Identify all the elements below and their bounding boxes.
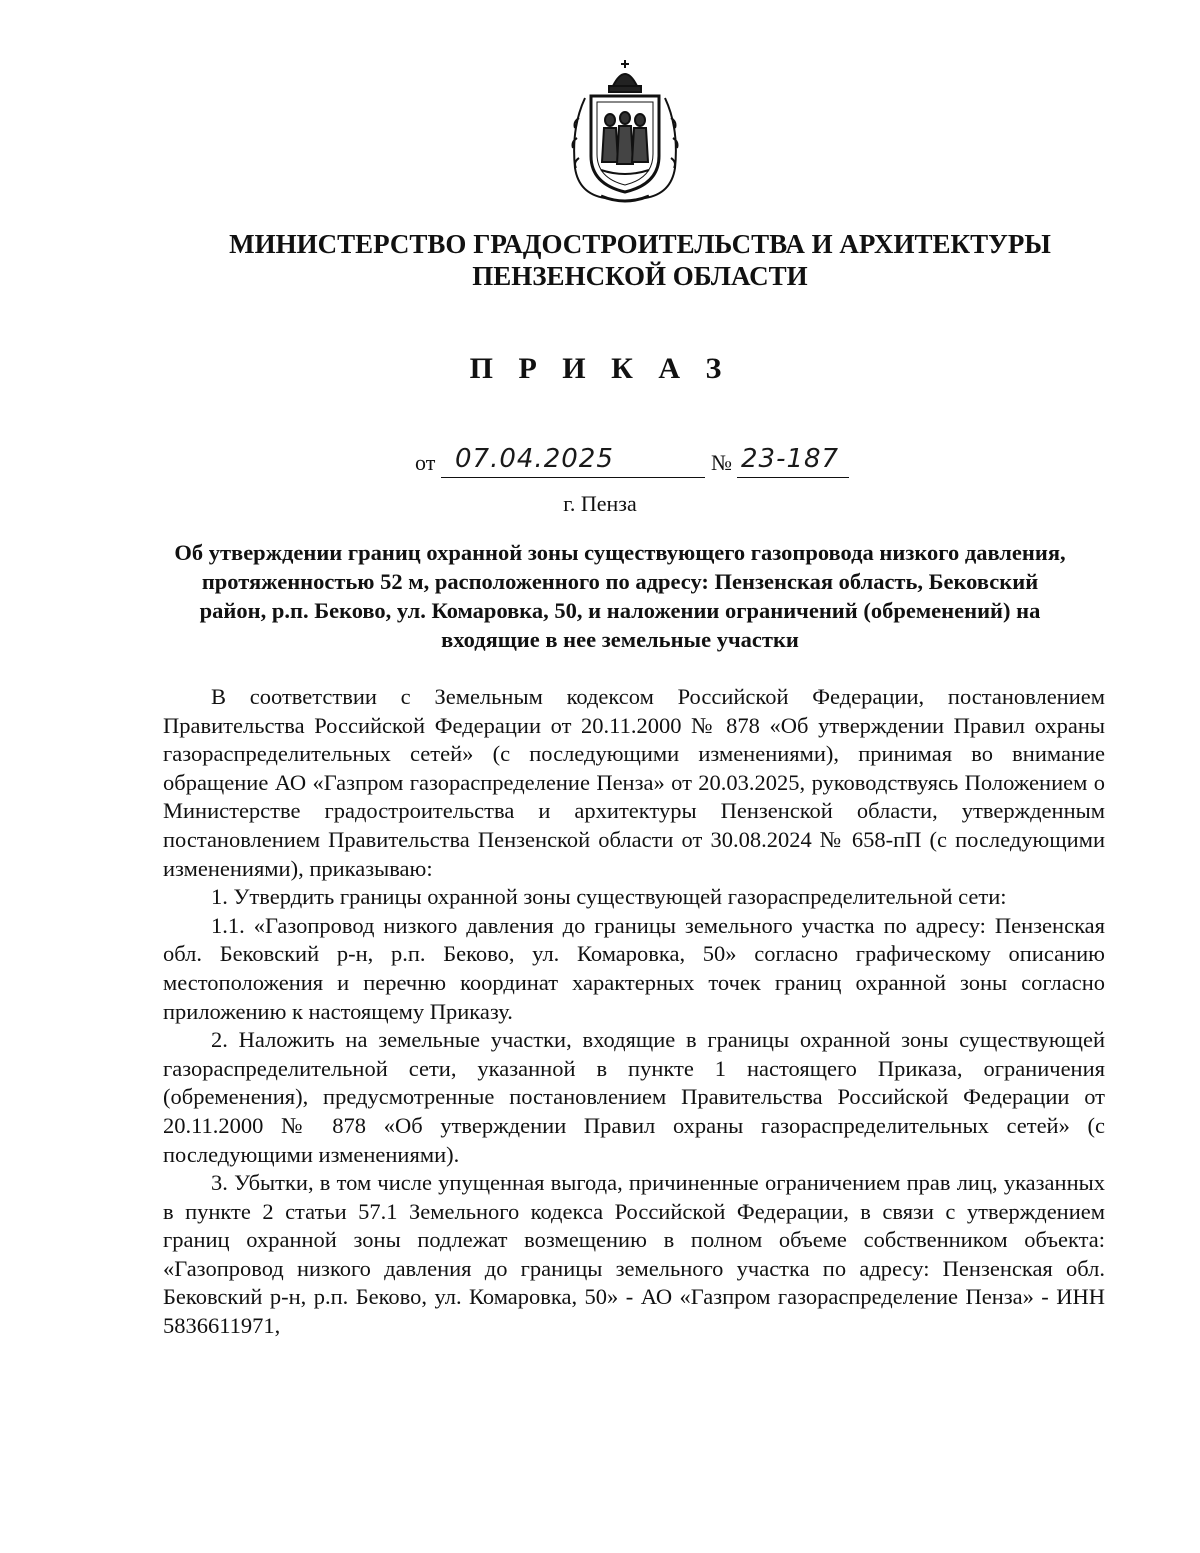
order-title: П Р И К А З: [469, 352, 731, 385]
body-paragraph: 3. Убытки, в том числе упущенная выгода, причиненные ограничением прав лиц, указанных в пункте 2 статьи 57.1 Земельного кодекса Российской Федерации, в связи с утверждением границ охранной зоны подлежат возмещению в полном объеме собственником объекта: «Газопровод низкого давления до границы земельного участка по адресу: Пензенская обл. Бековский р-н, р.п. Беково, ул. Комаровка, 50» - АО «Газпром газораспределение Пенза» - ИНН 5836611971,: [163, 1170, 1105, 1339]
number-value: 23-187: [741, 444, 840, 474]
ministry-name-line2: ПЕНЗЕНСКОЙ ОБЛАСТИ: [472, 261, 808, 291]
ministry-name: [150, 228, 1130, 292]
number-underline: [737, 477, 849, 478]
body-paragraph: 2. Наложить на земельные участки, входящие в границы охранной зоны существующей газораспределительной сети, указанной в пункте 1 настоящего Приказа, ограничения (обременения), предусмотренные постановлением Правительства Российской Федерации от 20.11.2000 № 878 «Об утверждении Правил охраны газораспределительных сетей» (с последующими изменениями).: [163, 1027, 1105, 1167]
date-underline: [441, 477, 705, 478]
ministry-name-line1: МИНИСТЕРСТВО ГРАДОСТРОИТЕЛЬСТВА И АРХИТЕКТУРЫ: [229, 229, 1051, 259]
body-paragraph: 1.1. «Газопровод низкого давления до границы земельного участка по адресу: Пензенская обл. Бековский р-н, р.п. Беково, ул. Комаровка, 50» согласно графическому описанию местоположения и перечню координат характерных точек границ охранной зоны согласно приложению к настоящему Приказу.: [163, 912, 1105, 1024]
date-label: от: [415, 450, 436, 475]
order-subject: Об утверждении границ охранной зоны существующего газопровода низкого давления, протяженностью 52 м, расположенного по адресу: Пензенская область, Бековский район, р.п. Беково, ул. Комаровка, 50, и наложении ограничений (обременений) на входящие в нее земельные участки: [174, 540, 1066, 652]
order-body: [163, 683, 1105, 1341]
body-paragraph: 1. Утвердить границы охранной зоны существующей газораспределительной сети:: [211, 884, 1007, 910]
body-paragraph: В соответствии с Земельным кодексом Российской Федерации, постановлением Правительства Российской Федерации от 20.11.2000 № 878 «Об утверждении Правил охраны газораспределительных сетей» (с последующими изменениями), принимая во внимание обращение АО «Газпром газораспределение Пенза» от 20.03.2025, руководствуясь Положением о Министерстве градостроительства и архитектуры Пензенской области, утвержденным постановлением Правительства Пензенской области от 30.08.2024 № 658-пП (с последующими изменениями), приказываю:: [163, 684, 1105, 881]
number-label: №: [711, 450, 732, 475]
coat-of-arms-emblem: [565, 58, 685, 206]
city-name: г. Пенза: [563, 491, 637, 516]
date-value: 07.04.2025: [455, 444, 614, 474]
